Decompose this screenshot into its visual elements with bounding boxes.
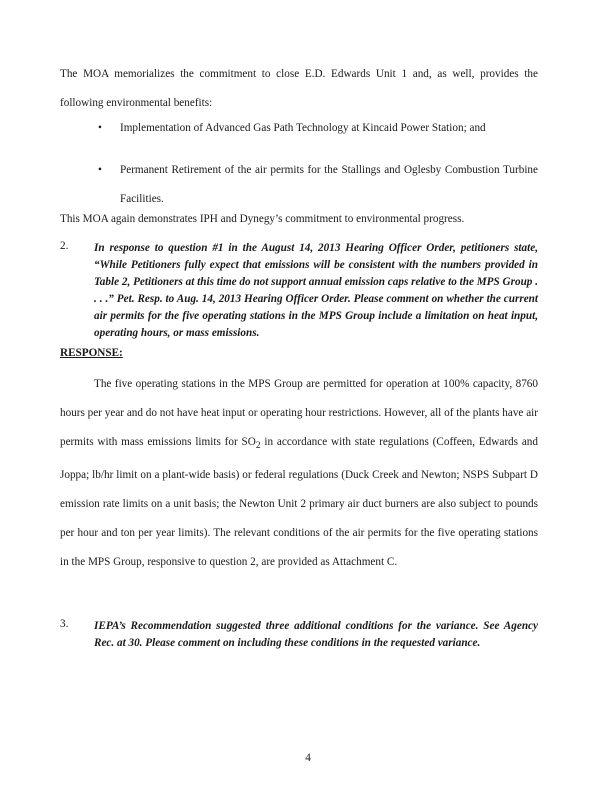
- response-text-part2: in accordance with state regulations (Coffeen, Edwards and Joppa; lb/hr limit on a plant-wide basis) or federal regulations (Duck Creek and Newton; NSPS Subpart D emission rate limits on a unit basis; the Newton Unit 2 primary air duct burners are also subject to pounds per hour and ton per year limits). The relevant conditions of the air permits for the five operating stations in the MPS Group, responsive to question 2, are provided as Attachment C.: [60, 436, 538, 569]
- page-number: 4: [305, 752, 311, 764]
- bullet-icon: •: [98, 122, 102, 134]
- response-text-part1: The five operating stations in the MPS Group are permitted for operation at 100% capacity, 8760 hours per year and do not have heat input or operating hour restrictions. However, all of the plants have air permits with mass emissions limits for SO: [60, 378, 538, 448]
- response-paragraph: [60, 370, 538, 577]
- question-number: 3.: [60, 618, 69, 630]
- response-subscript: 2: [255, 441, 261, 452]
- list-item: [96, 114, 538, 143]
- bullet-text: Permanent Retirement of the air permits for the Stallings and Oglesby Combustion Turbine Facilities.: [120, 164, 538, 205]
- response-heading: RESPONSE:: [60, 347, 123, 359]
- question-3: [60, 618, 538, 652]
- question-text: IEPA’s Recommendation suggested three additional conditions for the variance. See Agency Rec. at 30. Please comment on including these conditions in the requested variance.: [94, 620, 538, 649]
- bullet-icon: •: [98, 164, 102, 176]
- intro-paragraph: The MOA memorializes the commitment to close E.D. Edwards Unit 1 and, as well, provides the following environmental benefits:: [60, 68, 538, 109]
- bullet-text: Implementation of Advanced Gas Path Technology at Kincaid Power Station; and: [120, 122, 486, 134]
- commitment-paragraph: This MOA again demonstrates IPH and Dynegy’s commitment to environmental progress.: [60, 213, 465, 225]
- question-number: 2.: [60, 240, 69, 252]
- question-2: [60, 240, 538, 342]
- benefits-list: [96, 114, 538, 214]
- question-text: In response to question #1 in the August 14, 2013 Hearing Officer Order, petitioners state, “While Petitioners fully expect that emissions will be consistent with the numbers provided in Table 2, Petitioners at this time do not support annual emission caps relative to the MPS Group . . . .” Pet. Resp. to Aug. 14, 2013 Hearing Officer Order. Please comment on whether the current air permits for the five operating stations in the MPS Group include a limitation on heat input, operating hours, or mass emissions.: [94, 242, 538, 339]
